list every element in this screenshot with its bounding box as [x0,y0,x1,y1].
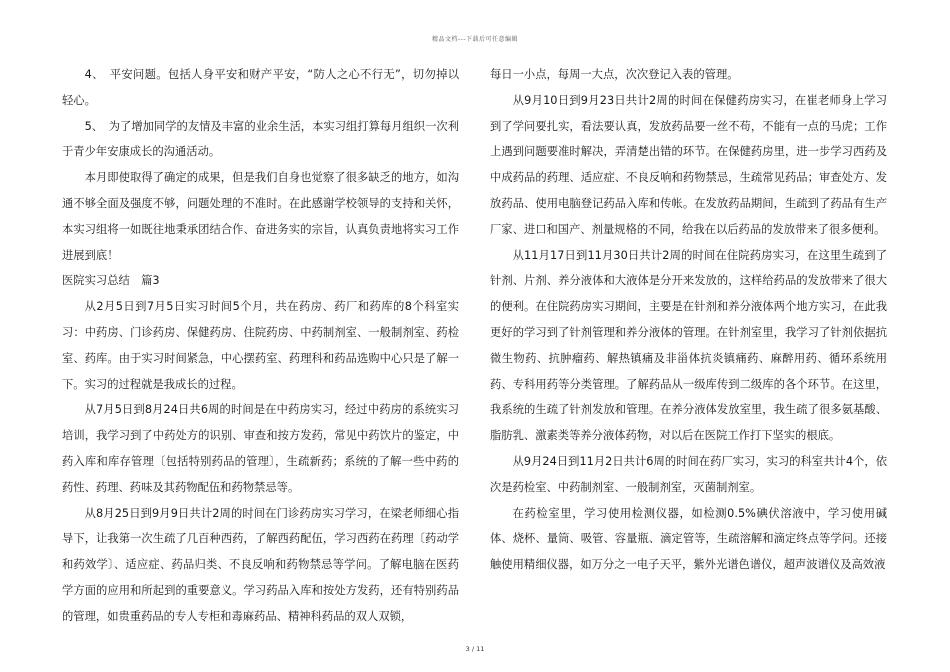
paragraph: 从9月10日到9月23日共计2周的时间在保健药房实习，在崔老师身上学习到了学问要扎实，看法要认真，发放药品要一丝不苟，不能有一点的马虎；工作上遇到问题要准时解决，弄清楚出错的环节。在保健药房里，进一步学习西药及中成药品的药理、适应症、不良反响和药物禁忌，生疏常见药品；审查处方、发放药品、使用电脑登记药品入库和传帐。在发放药品期间，生疏到了药品有生产厂家、进口和国产、剂量规格的不同，给我在以后药品的发放带来了很多便利。 [490,93,887,236]
paragraph: 在药检室里，学习使用检测仪器，如检测0.5%碘伏溶液中，学习使用碱体、烧杯、量筒、吸管、容量瓶、滴定管等，生疏溶解和滴定终点等学问。还接触使用精细仪器，如万分之一电子天平，紫外光谱色谱仪，超声波谱仪及高效液 [490,506,887,572]
paragraph: 每日一小点，每周一大点，次次登记入表的管理。 [490,68,739,81]
section-heading: 医院实习总结 篇3 [62,274,160,288]
paragraph: 从2月5日到7月5日实习时间5个月，共在药房、药厂和药库的8个科室实习：中药房、门诊药房、保健药房、住院药房、中药制剂室、一般制剂室、药检室、药库。由于实习时间紧急，中心摆药室、药理科和药品选购中心只是了解一下。实习的过程就是我成长的过程。 [62,300,459,391]
paragraph: 从11月17日到11月30日共计2周的时间在住院药房实习，在这里生疏到了针剂、片剂、养分液体和大液体是分开来发放的，这样给药品的发放带来了很大的便利。在住院药房实习期间，主要是在针剂和养分液体两个地方实习，在此我更好的学习到了针剂管理和养分液体的管理。在针剂室里，我学习了针剂依据抗微生物药、抗肿瘤药、解热镇痛及非甾体抗炎镇痛药、麻醉用药、循环系统用药、专科用药等分类管理。了解药品从一级库传到二级库的各个环节。在这里，我系统的生疏了针剂发放和管理。在养分液体发放室里，我生疏了很多氨基酸、脂肪乳、激素类等养分液体药物，对以后在医院工作打下坚实的根底。 [490,248,887,443]
right-text-column [490,62,887,578]
paragraph: 从8月25日到9月9日共计2周的时间在门诊药房实习学习，在梁老师细心指导下，让我第一次生疏了几百种西药，了解西药配伍，学习西药在药理〔药动学和药效学〕、适应症、药品归类、不良反响和药物禁忌等学问。了解电脑在医药学方面的应用和所起到的重要意义。学习药品入库和按处方发药，还有特别药品的管理，如贵重药品的专人专柜和毒麻药品、精神科药品的双人双锁， [62,506,459,623]
paragraph: 从7月5日到8月24日共6周的时间是在中药房实习，经过中药房的系统实习培训，我学习到了中药处方的识别、审查和按方发药，常见中药饮片的鉴定，中药入库和库存管理〔包括特别药品的管理〕，生疏新药；系统的了解一些中药的药性、药理、药味及其药物配伍和药物禁忌等。 [62,403,459,494]
paragraph: 4、 平安问题。包括人身平安和财产平安，“防人之心不行无”，切勿掉以轻心。 [62,68,459,107]
left-text-column [62,62,459,630]
page-number: 3 / 11 [465,645,485,653]
paragraph: 5、 为了增加同学的友情及丰富的业余生活，本实习组打算每月组织一次利于青少年安康成长的沟通活动。 [62,119,459,159]
paragraph: 本月即使取得了确定的成果，但是我们自身也觉察了很多缺乏的地方，如沟通不够全面及强度不够，问题处理的不准时。在此感谢学校领导的支持和关怀，本实习组将一如既往地秉承团结合作、奋进务实的宗旨，认真负责地将实习工作进展到底！ [62,171,459,262]
page-header: 精品文档---下载后可任意编辑 [432,36,518,43]
paragraph: 从9月24日到11月2日共计6周的时间在药厂实习，实习的科室共计4个，依次是药检室、中药制剂室、一般制剂室，灭菌制剂室。 [490,454,887,494]
